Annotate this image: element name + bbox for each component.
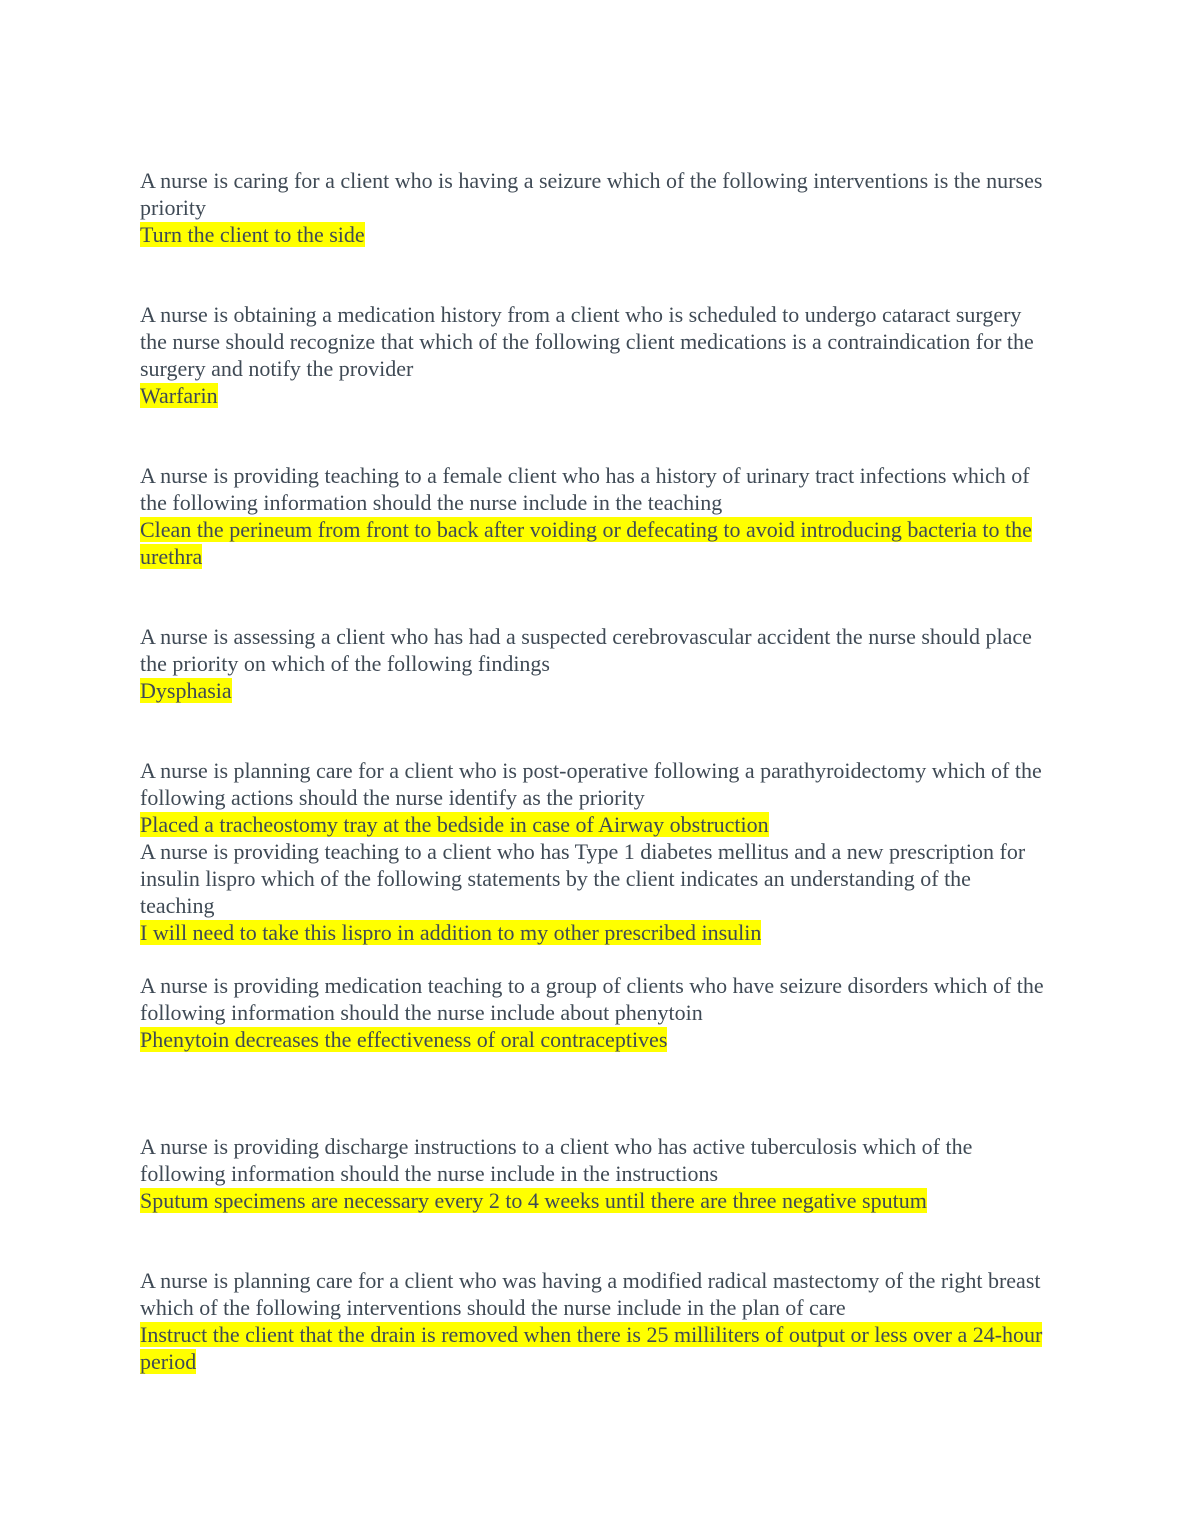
answer-text bbox=[140, 382, 1050, 409]
question-text: A nurse is planning care for a client who was having a modified radical mastectomy of the right breast which of the following interventions should the nurse include in the plan of care bbox=[140, 1268, 1041, 1320]
qa-item-4 bbox=[140, 623, 1050, 704]
question-text: A nurse is planning care for a client who is post-operative following a parathyroidectomy which of the following actions should the nurse identify as the priority bbox=[140, 758, 1042, 810]
answer-highlight: Warfarin bbox=[140, 383, 218, 408]
answer-highlight: Instruct the client that the drain is removed when there is 25 milliliters of output or less over a 24-hour period bbox=[140, 1322, 1043, 1374]
answer-highlight: Placed a tracheostomy tray at the bedside in case of Airway obstruction bbox=[140, 812, 769, 837]
question-text: A nurse is providing medication teaching to a group of clients who have seizure disorders which of the following information should the nurse include about phenytoin bbox=[140, 973, 1044, 1025]
qa-item-9 bbox=[140, 1267, 1050, 1375]
answer-text bbox=[140, 1026, 1050, 1053]
answer-text bbox=[140, 1187, 1050, 1214]
qa-item-7 bbox=[140, 972, 1050, 1053]
answer-text bbox=[140, 1321, 1050, 1375]
answer-text bbox=[140, 811, 1050, 838]
question-text: A nurse is caring for a client who is having a seizure which of the following interventions is the nurses priority bbox=[140, 168, 1043, 220]
question-text: A nurse is providing teaching to a female client who has a history of urinary tract infections which of the following information should the nurse include in the teaching bbox=[140, 463, 1030, 515]
answer-highlight: Phenytoin decreases the effectiveness of oral contraceptives bbox=[140, 1027, 668, 1052]
answer-text bbox=[140, 919, 1050, 946]
answer-highlight: Clean the perineum from front to back after voiding or defecating to avoid introducing bacteria to the urethra bbox=[140, 517, 1032, 569]
question-text: A nurse is providing discharge instructions to a client who has active tuberculosis which of the following information should the nurse include in the instructions bbox=[140, 1134, 973, 1186]
answer-text bbox=[140, 221, 1050, 248]
question-text: A nurse is obtaining a medication history from a client who is scheduled to undergo cataract surgery the nurse should recognize that which of the following client medications is a contraindication for the surgery and notify the provider bbox=[140, 302, 1034, 381]
qa-item-8 bbox=[140, 1133, 1050, 1214]
qa-item-6 bbox=[140, 838, 1050, 946]
answer-highlight: I will need to take this lispro in addition to my other prescribed insulin bbox=[140, 920, 762, 945]
qa-item-5 bbox=[140, 757, 1050, 838]
answer-highlight: Sputum specimens are necessary every 2 to 4 weeks until there are three negative sputum bbox=[140, 1188, 927, 1213]
qa-item-3 bbox=[140, 462, 1050, 570]
answer-highlight: Dysphasia bbox=[140, 678, 232, 703]
qa-item-1 bbox=[140, 167, 1050, 248]
answer-text bbox=[140, 516, 1050, 570]
answer-highlight: Turn the client to the side bbox=[140, 222, 365, 247]
qa-item-2 bbox=[140, 301, 1050, 409]
question-text: A nurse is providing teaching to a client who has Type 1 diabetes mellitus and a new prescription for insulin lispro which of the following statements by the client indicates an understanding of the teaching bbox=[140, 839, 1026, 918]
answer-text bbox=[140, 677, 1050, 704]
question-text: A nurse is assessing a client who has had a suspected cerebrovascular accident the nurse should place the priority on which of the following findings bbox=[140, 624, 1032, 676]
